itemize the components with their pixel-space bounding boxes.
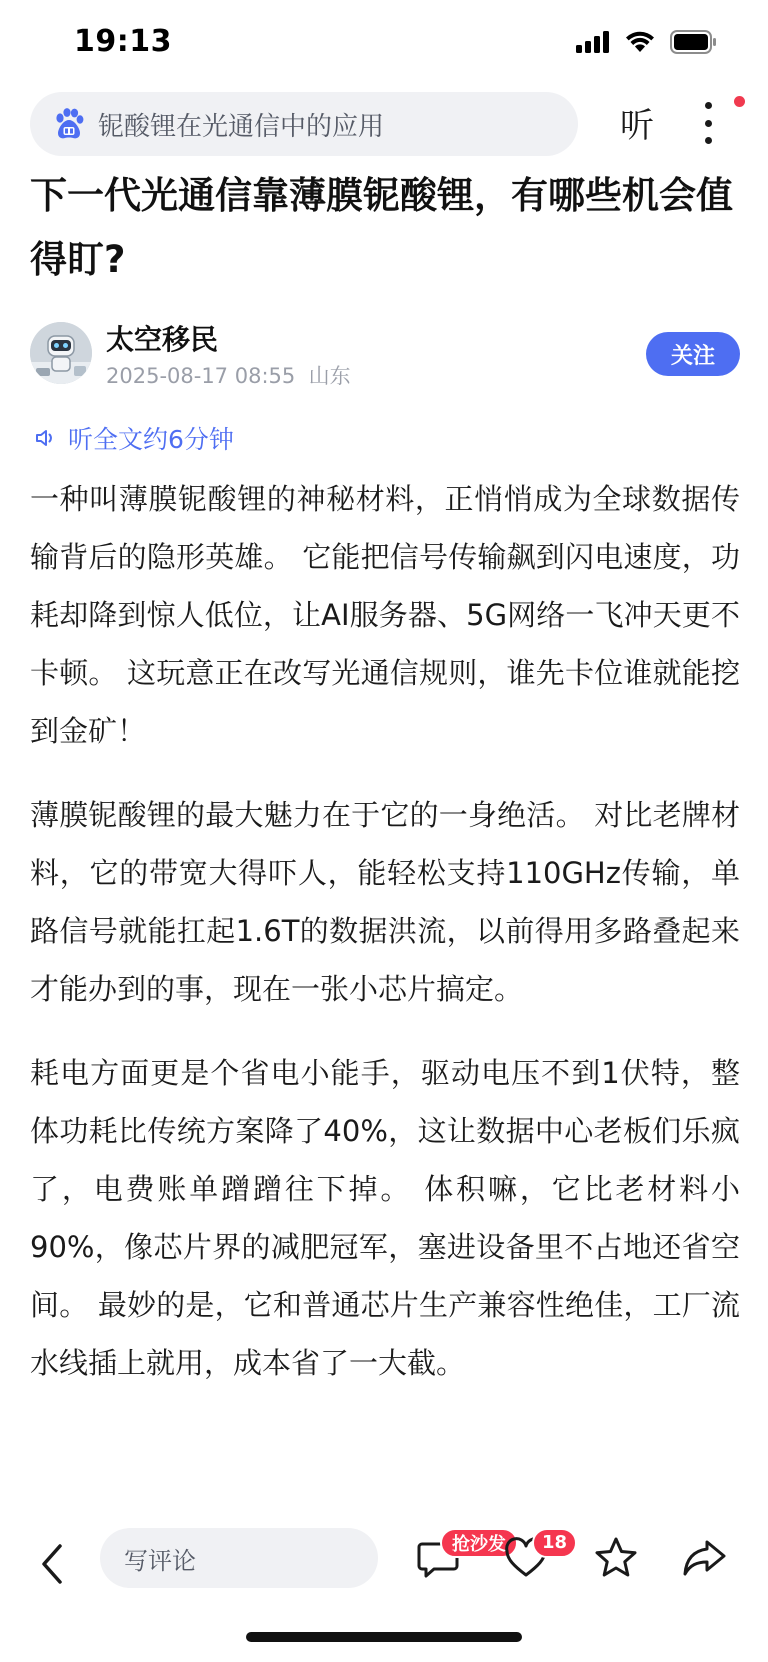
comment-input[interactable]: 写评论: [100, 1528, 378, 1588]
search-row: [30, 92, 740, 156]
share-icon[interactable]: [680, 1534, 728, 1582]
author-row: [30, 318, 740, 388]
article-title: 下一代光通信靠薄膜铌酸锂，有哪些机会值得盯?: [30, 174, 733, 281]
listen-button[interactable]: 听: [620, 106, 654, 146]
speaker-icon: [34, 426, 58, 450]
listen-full-button[interactable]: [34, 420, 234, 456]
comment-badge: 抢沙发: [440, 1528, 518, 1558]
star-icon[interactable]: [592, 1534, 640, 1582]
status-bar: [0, 0, 768, 88]
search-query: 铌酸锂在光通信中的应用: [98, 111, 385, 142]
robot-avatar-icon: [30, 322, 92, 384]
article-body: [30, 470, 740, 1512]
article-paragraph: 一种叫薄膜铌酸锂的神秘材料，正悄悄成为全球数据传输背后的隐形英雄。 它能把信号传输飙到闪电速度，功耗却降到惊人低位，让AI服务器、5G网络一飞冲天更不卡顿。 这玩意正在改写光通信规则，谁先卡位谁就能挖到金矿！: [30, 482, 740, 748]
status-icons: [576, 30, 718, 54]
home-indicator[interactable]: [246, 1632, 522, 1642]
wifi-icon: [624, 30, 656, 54]
author-meta: [106, 360, 351, 390]
publish-location: 山东: [308, 364, 351, 388]
status-time: 19:13: [74, 24, 172, 59]
article-paragraph: 薄膜铌酸锂的最大魅力在于它的一身绝活。 对比老牌材料，它的带宽大得吓人，能轻松支持110GHz传输，单路信号就能扛起1.6T的数据洪流，以前得用多路叠起来才能办到的事，现在一张小芯片搞定。: [30, 798, 740, 1006]
author-name[interactable]: 太空移民: [106, 323, 219, 356]
more-vertical-icon[interactable]: [698, 98, 718, 148]
baidu-paw-icon: [52, 107, 86, 141]
avatar[interactable]: [30, 322, 92, 384]
signal-icon: [576, 31, 610, 53]
follow-button[interactable]: 关注: [646, 332, 740, 376]
notification-dot: [734, 96, 745, 107]
like-count-badge: 18: [532, 1528, 577, 1558]
search-box[interactable]: [30, 92, 578, 156]
battery-icon: [670, 30, 718, 54]
listen-full-label: 听全文约6分钟: [68, 425, 234, 454]
article-paragraph: 耗电方面更是个省电小能手，驱动电压不到1伏特，整体功耗比传统方案降了40%，这让数据中心老板们乐疯了，电费账单蹭蹭往下掉。 体积嘛，它比老材料小90%，像芯片界的减肥冠军，塞进设备里不占地还省空间。 最妙的是，它和普通芯片生产兼容性绝佳，工厂流水线插上就用，成本省了一大截。: [30, 1056, 740, 1380]
publish-datetime: 2025-08-17 08:55: [106, 364, 296, 388]
back-arrow-icon[interactable]: [36, 1540, 68, 1588]
